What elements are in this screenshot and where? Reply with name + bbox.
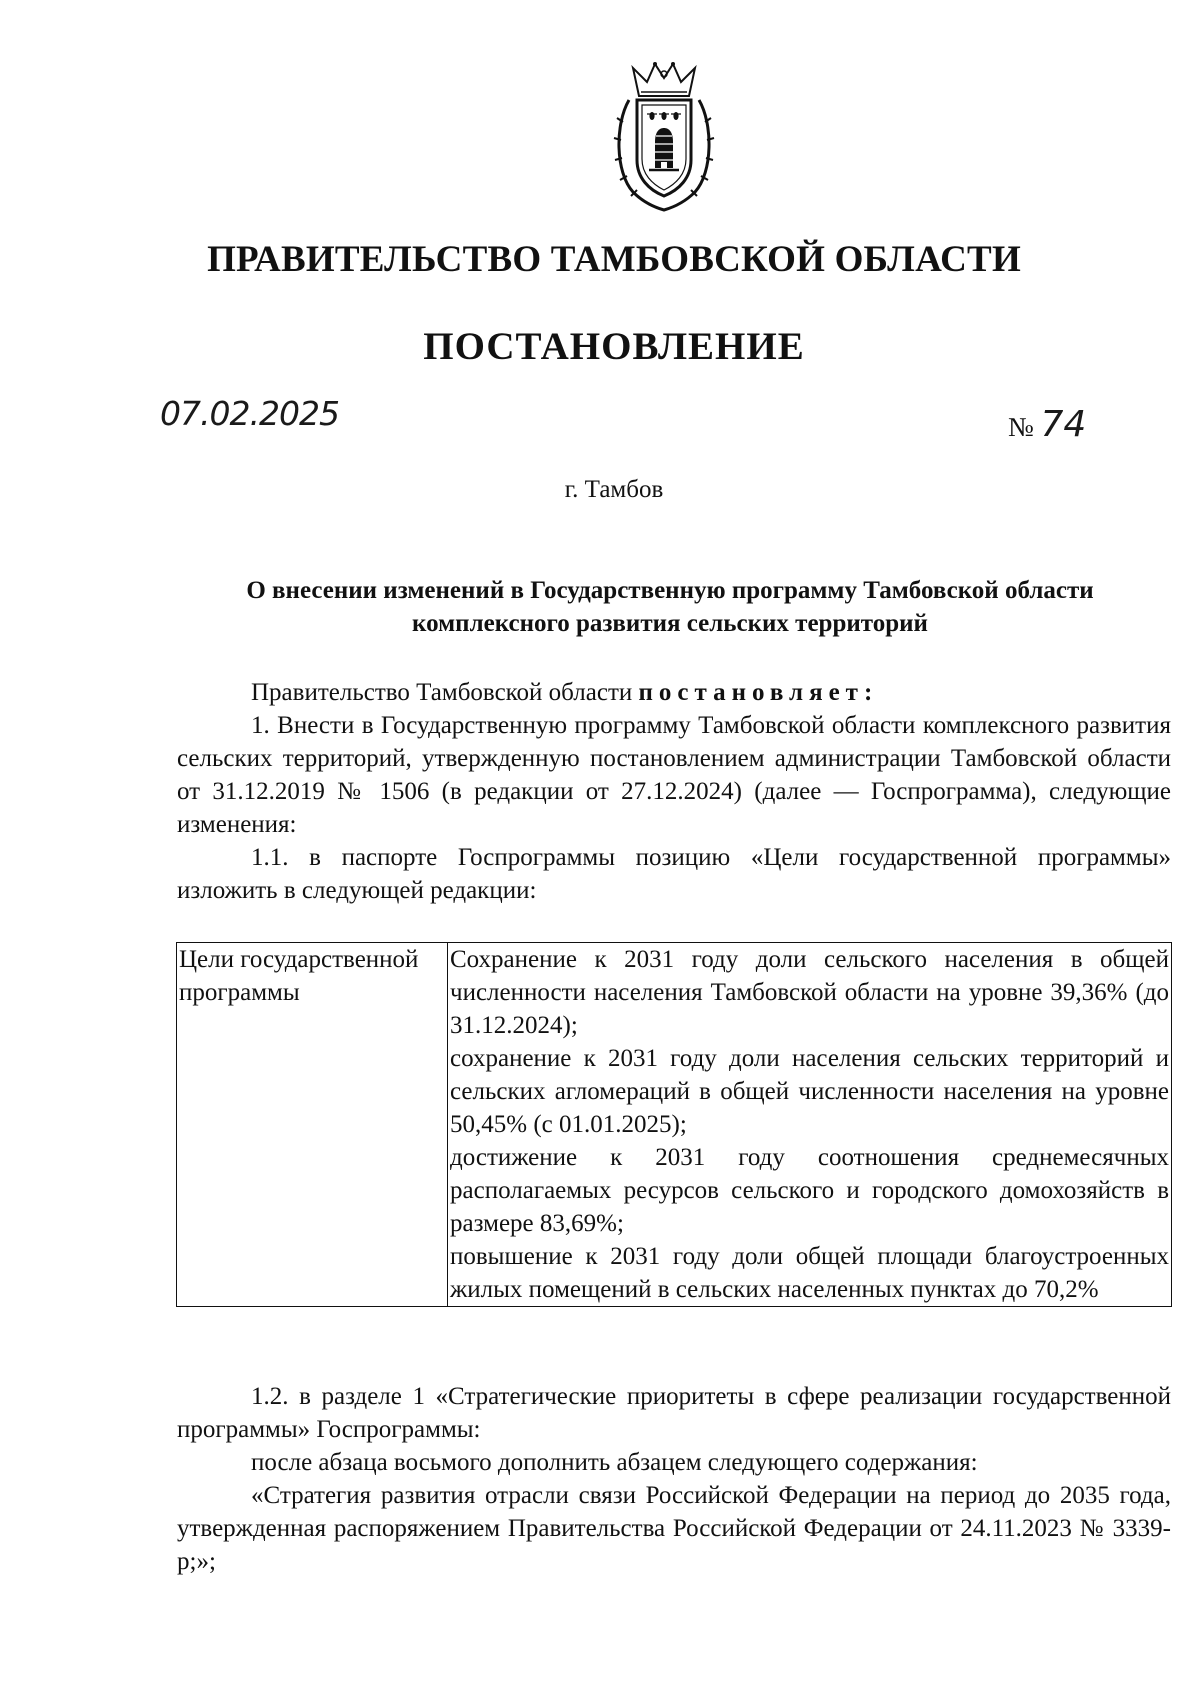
goal-item-3: достижение к 2031 году соотношения среднемесячных располагаемых ресурсов сельского и городского домохозяйств в размере 83,69%; <box>450 1144 1169 1237</box>
paragraph-1-2-b: «Стратегия развития отрасли связи Российской Федерации на период до 2035 года, утвержденная распоряжением Правительства Российской Федерации от 24.11.2023 № 3339-р;»; <box>177 1482 1171 1575</box>
city: г. Тамбов <box>564 476 664 503</box>
number-label: № <box>1008 412 1034 442</box>
table-row <box>177 943 1172 1307</box>
coat-of-arms-icon <box>611 62 717 212</box>
decree-word: постановляет: <box>638 679 879 706</box>
goals-table <box>176 942 1172 1307</box>
body-section-top <box>177 676 1171 907</box>
decree-lead: Правительство Тамбовской области <box>251 679 633 706</box>
title-line-1: О внесении изменений в Государственную программу Тамбовской области <box>246 577 1094 604</box>
goals-label: Цели государственной программы <box>179 946 419 1006</box>
organization-name: ПРАВИТЕЛЬСТВО ТАМБОВСКОЙ ОБЛАСТИ <box>207 239 1021 280</box>
goals-label-cell <box>177 943 448 1307</box>
paragraph-1-2: 1.2. в разделе 1 «Стратегические приоритеты в сфере реализации государственной программы» Госпрограммы: <box>177 1383 1171 1443</box>
paragraph-1-2-a: после абзаца восьмого дополнить абзацем следующего содержания: <box>251 1449 978 1476</box>
document-title <box>170 574 1170 640</box>
goals-text-cell <box>448 943 1172 1307</box>
body-section-bottom <box>177 1380 1171 1578</box>
goal-item-4: повышение к 2031 году доли общей площади благоустроенных жилых помещений в сельских населенных пунктах до 70,2% <box>450 1243 1169 1303</box>
document-type: ПОСТАНОВЛЕНИЕ <box>423 325 805 368</box>
document-number-block <box>1008 404 1086 445</box>
goal-item-2: сохранение к 2031 году доли населения сельских территорий и сельских агломераций в общей численности населения на уровне 50,45% (с 01.01.2025); <box>450 1045 1169 1138</box>
document-number: 74 <box>1040 404 1087 445</box>
decree-intro <box>177 676 1171 709</box>
title-line-2: комплексного развития сельских территорий <box>412 610 928 637</box>
document-date: 07.02.2025 <box>160 394 339 433</box>
paragraph-1: 1. Внести в Государственную программу Тамбовской области комплексного развития сельских территорий, утвержденную постановлением администрации Тамбовской области от 31.12.2019 № 1506 (в редакции от 27.12.2024) (далее — Госпрограмма), следующие изменения: <box>177 712 1171 838</box>
goal-item-1: Сохранение к 2031 году доли сельского населения в общей численности населения Тамбовской области на уровне 39,36% (до 31.12.2024); <box>450 946 1169 1039</box>
paragraph-1-1: 1.1. в паспорте Госпрограммы позицию «Цели государственной программы» изложить в следующей редакции: <box>177 844 1171 904</box>
